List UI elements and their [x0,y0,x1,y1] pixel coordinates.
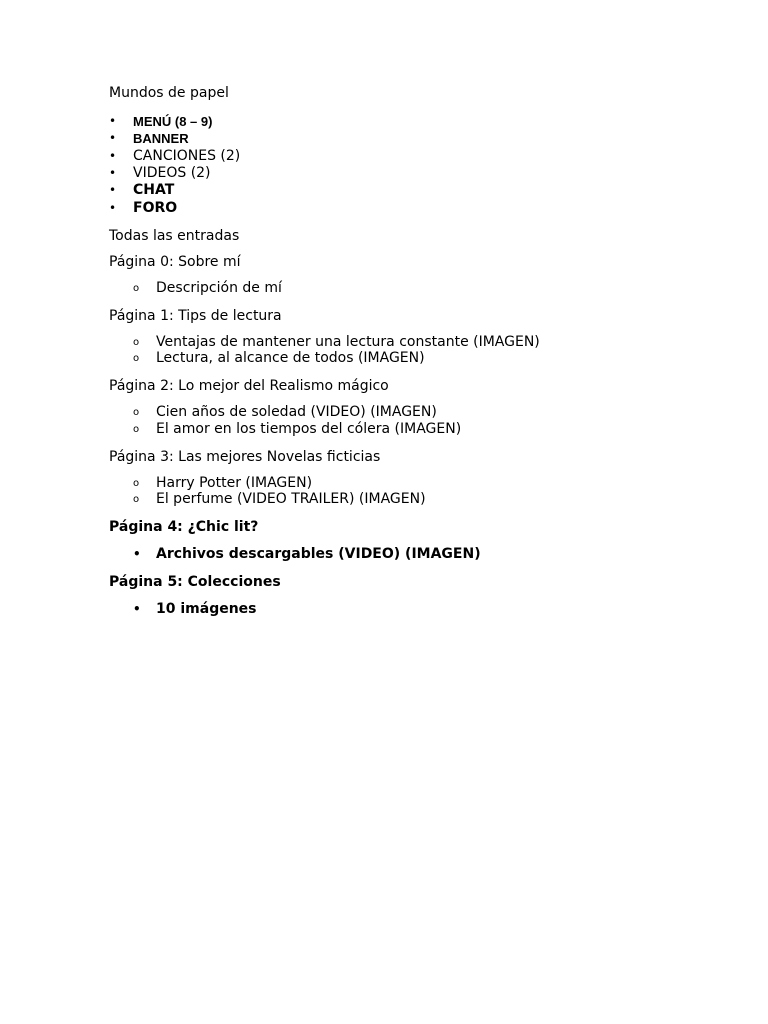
page-heading: Página 2: Lo mejor del Realismo mágico [109,378,389,394]
bullet-icon: • [109,149,117,163]
page-heading: Página 1: Tips de lectura [109,308,282,324]
bullet-icon: • [133,602,141,616]
bullet-icon: • [109,114,117,128]
list-item-label: Cien años de soledad (VIDEO) (IMAGEN) [156,404,437,420]
circle-bullet-icon: o [133,407,140,418]
bullet-icon: • [109,183,117,197]
menu-item-label: MENÚ (8 – 9) [133,114,213,129]
list-item-label: Ventajas de mantener una lectura constante (IMAGEN) [156,334,540,350]
page-heading: Página 3: Las mejores Novelas ficticias [109,449,381,465]
menu-item-label: BANNER [133,131,189,146]
circle-bullet-icon: o [133,478,140,489]
menu-item-label: CHAT [133,182,175,198]
bullet-icon: • [133,547,141,561]
menu-item-label: FORO [133,200,178,216]
list-item-label: Harry Potter (IMAGEN) [156,475,313,491]
list-item-label: El perfume (VIDEO TRAILER) (IMAGEN) [156,491,426,507]
circle-bullet-icon: o [133,337,140,348]
bullet-icon: • [109,201,117,215]
page-heading: Página 0: Sobre mí [109,254,241,270]
entries-heading: Todas las entradas [109,228,240,244]
list-item-label: 10 imágenes [156,601,257,617]
bullet-icon: • [109,166,117,180]
menu-item-label: VIDEOS (2) [133,165,211,181]
list-item-label: Descripción de mí [156,280,282,296]
document-title: Mundos de papel [109,85,229,101]
circle-bullet-icon: o [133,424,140,435]
page-heading: Página 4: ¿Chic lit? [109,519,259,535]
list-item-label: El amor en los tiempos del cólera (IMAGEN) [156,421,462,437]
list-item-label: Lectura, al alcance de todos (IMAGEN) [156,350,425,366]
circle-bullet-icon: o [133,283,140,294]
bullet-icon: • [109,131,117,145]
menu-item-label: CANCIONES (2) [133,148,241,164]
page-heading: Página 5: Colecciones [109,574,281,590]
circle-bullet-icon: o [133,353,140,364]
list-item-label: Archivos descargables (VIDEO) (IMAGEN) [156,546,481,562]
circle-bullet-icon: o [133,494,140,505]
